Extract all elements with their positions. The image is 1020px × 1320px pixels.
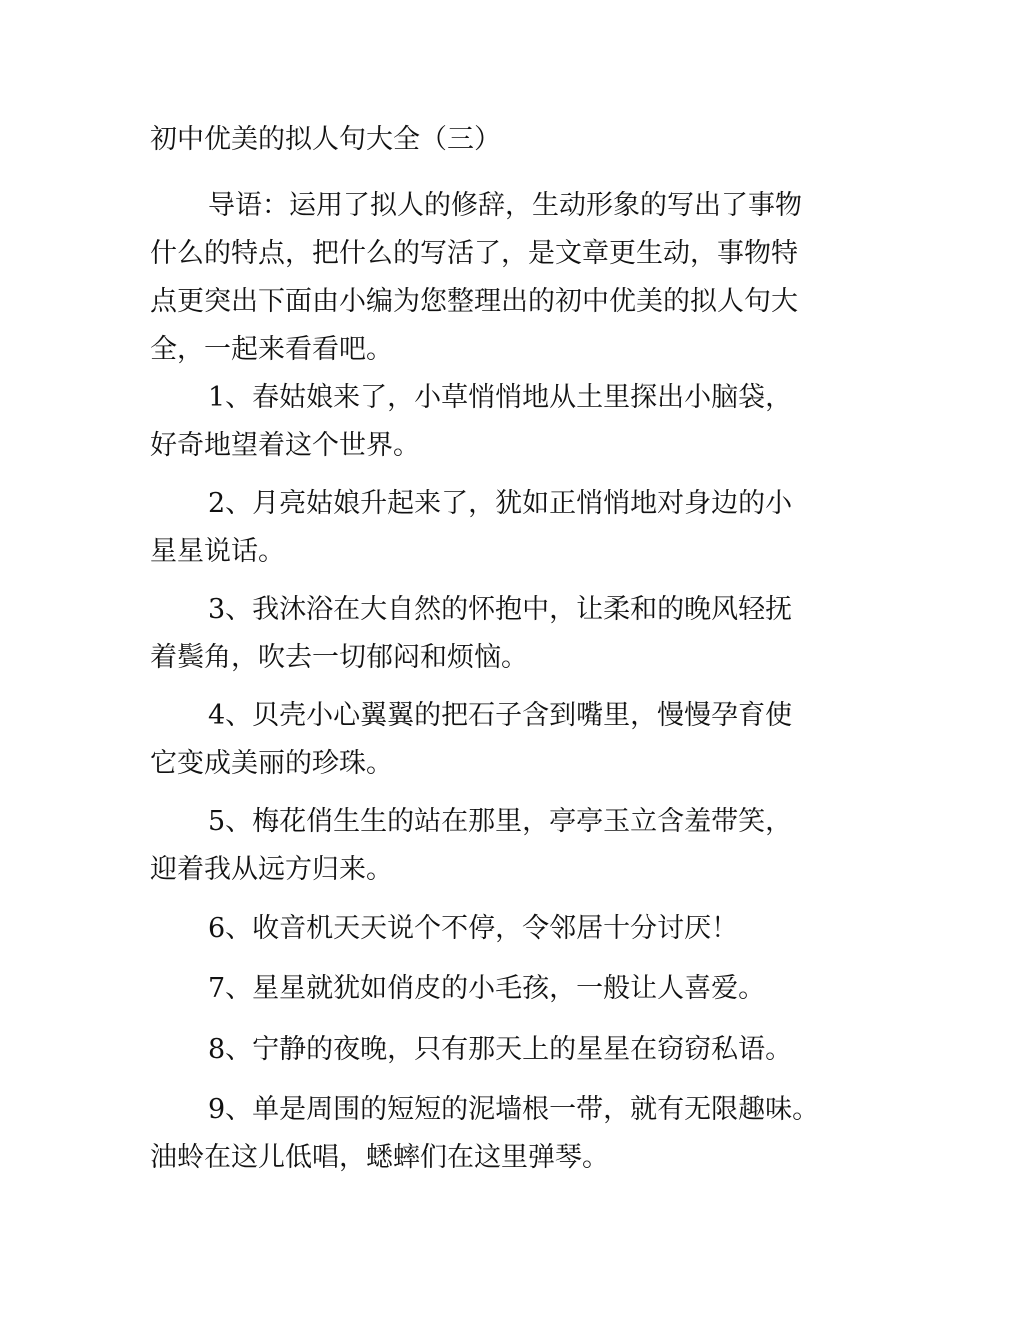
paragraph-line: 9、单是周围的短短的泥墙根一带，就有无限趣味。 [208, 1094, 820, 1125]
paragraph-line: 点更突出下面由小编为您整理出的初中优美的拟人句大 [150, 286, 798, 317]
paragraph-line: 迎着我从远方归来。 [150, 854, 393, 885]
paragraph-line: 导语：运用了拟人的修辞，生动形象的写出了事物 [208, 190, 802, 221]
list-item-7 [150, 965, 765, 1013]
list-item-3 [150, 586, 792, 682]
paragraph-line: 什么的特点，把什么的写活了，是文章更生动，事物特 [150, 238, 798, 269]
paragraph-line: 1、春姑娘来了，小草悄悄地从土里探出小脑袋， [208, 382, 793, 413]
paragraph-line: 7、星星就犹如俏皮的小毛孩，一般让人喜爱。 [208, 973, 766, 1004]
paragraph-line: 8、宁静的夜晚，只有那天上的星星在窃窃私语。 [208, 1034, 793, 1065]
paragraph-line: 6、收音机天天说个不停，令邻居十分讨厌！ [208, 913, 739, 944]
list-item-4 [150, 692, 792, 788]
list-item-5 [150, 798, 792, 894]
paragraph-line: 好奇地望着这个世界。 [150, 430, 420, 461]
paragraph-line: 油蛉在这儿低唱，蟋蟀们在这里弹琴。 [150, 1142, 609, 1173]
list-item-6 [150, 905, 738, 953]
paragraph-line: 它变成美丽的珍珠。 [150, 748, 393, 779]
paragraph-line: 2、月亮姑娘升起来了，犹如正悄悄地对身边的小 [208, 488, 793, 519]
paragraph-line: 4、贝壳小心翼翼的把石子含到嘴里，慢慢孕育使 [208, 700, 793, 731]
intro-paragraph [150, 182, 802, 374]
paragraph-line: 星星说话。 [150, 536, 285, 567]
paragraph-line: 5、梅花俏生生的站在那里，亭亭玉立含羞带笑， [208, 806, 793, 837]
list-item-8 [150, 1026, 792, 1074]
document-title: 初中优美的拟人句大全（三） [150, 124, 501, 155]
paragraph-line: 3、我沐浴在大自然的怀抱中，让柔和的晚风轻抚 [208, 594, 793, 625]
paragraph-line: 着鬓角，吹去一切郁闷和烦恼。 [150, 642, 528, 673]
paragraph-line: 全，一起来看看吧。 [150, 334, 393, 365]
list-item-9 [150, 1086, 819, 1182]
list-item-2 [150, 480, 792, 576]
list-item-1 [150, 374, 792, 470]
